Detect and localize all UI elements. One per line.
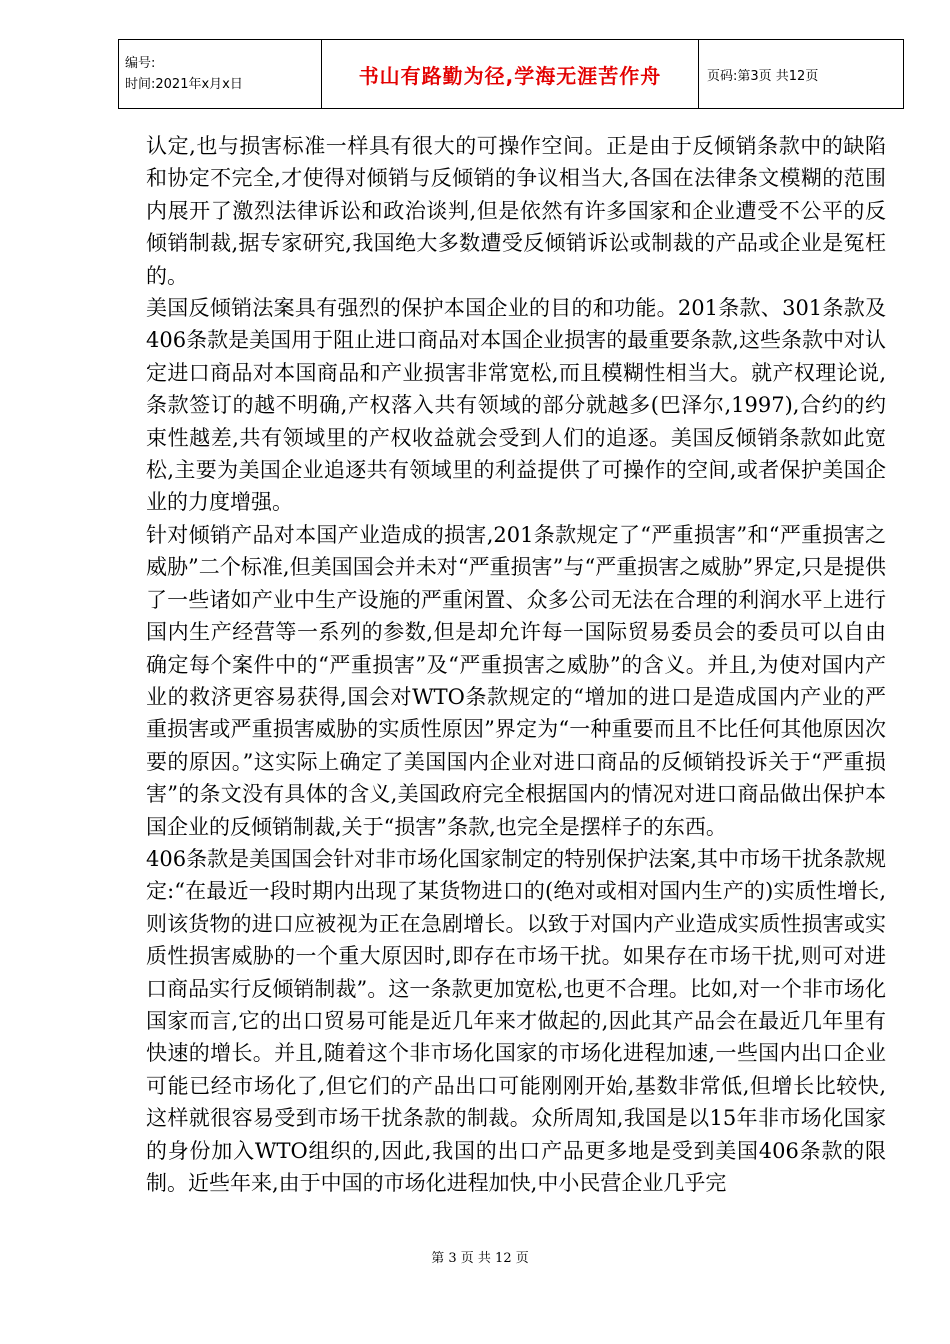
paragraph: 406条款是美国国会针对非市场化国家制定的特别保护法案,其中市场干扰条款规定:“在最近一段时期内出现了某货物进口的(绝对或相对国内生产的)实质性增长,则该货物的进口应被视为正在急剧增长。以致于对国内产业造成实质性损害或实质性损害威胁的一个重大原因时,即存在市场干扰。如果存在市场干扰,则可对进口商品实行反倾销制裁”。这一条款更加宽松,也更不合理。比如,对一个非市场化国家而言,它的出口贸易可能是近几年来才做起的,因此其产品会在最近几年里有快速的增长。并且,随着这个非市场化国家的市场化进程加速,一些国内出口企业可能已经市场化了,但它们的产品出口可能刚刚开始,基数非常低,但增长比较快,这样就很容易受到市场干扰条款的制裁。众所周知,我国是以15年非市场化国家的身份加入WTO组织的,因此,我国的出口产品更多地是受到美国406条款的限制。近些年来,由于中国的市场化进程加快,中小民营企业几乎完 (146, 846, 886, 1195)
paragraph: 针对倾销产品对本国产业造成的损害,201条款规定了“严重损害”和“严重损害之威胁”二个标准,但美国国会并未对“严重损害”与“严重损害之威胁”界定,只是提供了一些诸如产业中生产设施的严重闲置、众多公司无法在合理的利润水平上进行国内生产经营等一系列的参数,但是却允许每一国际贸易委员会的委员可以自由确定每个案件中的“严重损害”及“严重损害之威胁”的含义。并且,为使对国内产业的救济更容易获得,国会对WTO条款规定的“增加的进口是造成国内产业的严重损害或严重损害威胁的实质性原因”界定为“一种重要而且不比任何其他原因次要的原因。”这实际上确定了美国国内企业对进口商品的反倾销投诉关于“严重损害”的条文没有具体的含义,美国政府完全根据国内的情况对进口商品做出保护本国企业的反倾销制裁,关于“损害”条款,也完全是摆样子的东西。 (146, 522, 886, 839)
page-header (118, 39, 904, 109)
document-body (146, 130, 886, 1199)
time-label: 时间:2021年x月x日 (125, 77, 243, 92)
paragraph: 美国反倾销法案具有强烈的保护本国企业的目的和功能。201条款、301条款及406条款是美国用于阻止进口商品对本国企业损害的最重要条款,这些条款中对认定进口商品对本国商品和产业损害非常宽松,而且模糊性相当大。就产权理论说,条款签订的越不明确,产权落入共有领域的部分就越多(巴泽尔,1997),合约的约束性越差,共有领域里的产权收益就会受到人们的追逐。美国反倾销条款如此宽松,主要为美国企业追逐共有领域里的利益提供了可操作的空间,或者保护美国企业的力度增强。 (146, 296, 886, 515)
serial-label: 编号: (125, 56, 156, 71)
header-page-code: 页码:第3页 共12页 (699, 40, 904, 109)
paragraph: 认定,也与损害标准一样具有很大的可操作空间。正是由于反倾销条款中的缺陷和协定不完全,才使得对倾销与反倾销的争议相当大,各国在法律条文模糊的范围内展开了激烈法律诉讼和政治谈判,但是依然有许多国家和企业遭受不公平的反倾销制裁,据专家研究,我国绝大多数遭受反倾销诉讼或制裁的产品或企业是冤枉的。 (146, 134, 886, 288)
header-motto: 书山有路勤为径,学海无涯苦作舟 (322, 40, 699, 109)
header-meta (119, 40, 322, 109)
page-footer: 第 3 页 共 12 页 (431, 1251, 529, 1266)
